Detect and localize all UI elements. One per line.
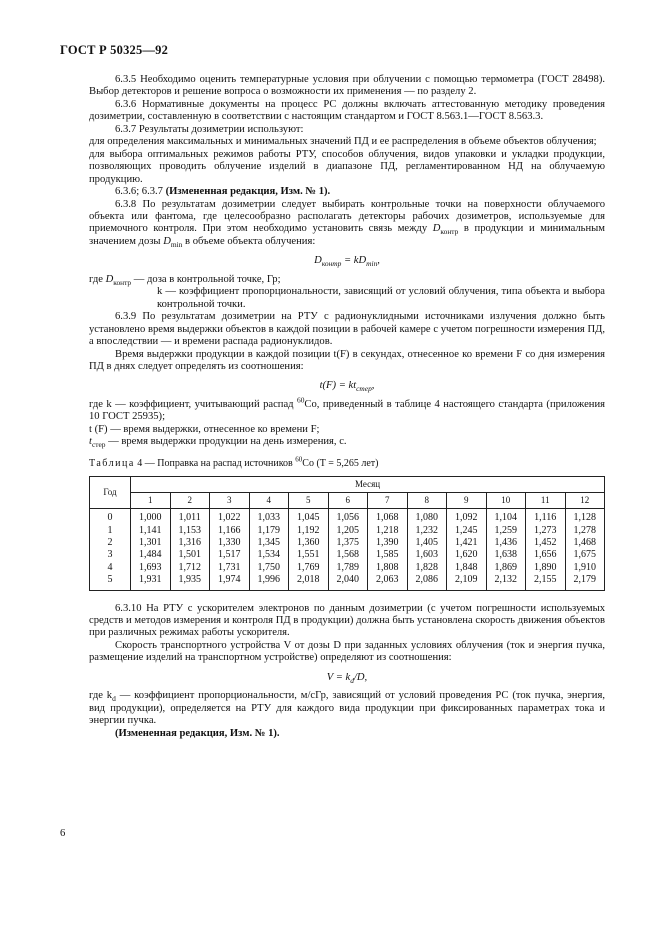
table-month-1: 1 (131, 493, 171, 509)
table-cell: 2,109 (455, 574, 478, 586)
formula-legend-tster: $t_{стер}$ — время выдержки продукции на день измерения, с. (89, 436, 347, 450)
table-cell: 1,218 (376, 524, 399, 536)
table-cell: 2,086 (415, 574, 438, 586)
table-cell: 1,551 (297, 549, 320, 561)
table-cell: 1,585 (376, 549, 399, 561)
table-year-2: 2 (107, 536, 113, 548)
table-year-3: 3 (107, 549, 113, 561)
table-cell: 1,693 (139, 561, 162, 573)
table-cell: 1,769 (297, 561, 320, 573)
table-cell: 1,656 (534, 549, 557, 561)
paragraph-6-3-10: 6.3.10 На РТУ с ускорителем электронов по данным дозиметрии (с учетом погрешности используемых средств и методов измерения и контроля ПД в продукции) должна быть установлена скорость движения объектов при различных режимах работы ускорителя. (89, 602, 605, 639)
table-cell: 1,104 (494, 512, 517, 524)
paragraph-6-3-5: 6.3.5 Необходимо оценить температурные условия при облучении с помощью термометра (ГОСТ 28498). Выбор детекторов и решение вопроса о возможности их применения — по разделу 2. (89, 74, 605, 98)
table-cell: 2,179 (573, 574, 596, 586)
table-year-column (90, 509, 131, 590)
table-cell: 1,620 (455, 549, 478, 561)
table-month-11: 11 (526, 493, 566, 509)
table-cell: 2,155 (534, 574, 557, 586)
table-column-month-3 (210, 509, 250, 590)
table-cell: 1,935 (178, 574, 201, 586)
table-month-8: 8 (407, 493, 447, 509)
table-cell: 1,068 (376, 512, 399, 524)
table-cell: 1,192 (297, 524, 320, 536)
table-month-3: 3 (210, 493, 250, 509)
table-column-month-5 (289, 509, 329, 590)
table-column-month-6 (328, 509, 368, 590)
table-cell: 2,018 (297, 574, 320, 586)
table-cell: 2,040 (336, 574, 359, 586)
table-year-0: 0 (107, 512, 113, 524)
paragraph-6-3-8: 6.3.8 По результатам дозиметрии следует выбирать контрольные точки на поверхности облучаемого объекта или фантома, где целесообразно располагать детекторы рабочих дозиметров, используемые для приемочного контроля. При этом необходимо установить связь между $D_{контр}$ в продукции и минимальным значением дозы $D_{min}$ в объеме объекта облучения: (89, 198, 605, 249)
table-year-1: 1 (107, 524, 113, 536)
amendment-label: (Измененная редакция, Изм. № 1). (165, 186, 331, 198)
table-cell: 1,731 (218, 561, 241, 573)
paragraph-6-3-7-item-b: для выбора оптимальных режимов работы РТУ, способов облучения, видов упаковки и укладки продукции, позволяющих проводить облучение изделий в диапазоне ПД, регламентированном НД на облучаемую продукцию. (89, 148, 605, 185)
table-cell: 1,534 (257, 549, 280, 561)
table-cell: 1,000 (139, 512, 162, 524)
table-column-month-4 (249, 509, 289, 590)
table-cell: 1,033 (257, 512, 280, 524)
table-cell: 1,436 (494, 536, 517, 548)
document-header: ГОСТ Р 50325—92 (60, 43, 169, 57)
table-cell: 1,750 (257, 561, 280, 573)
table-cell: 1,638 (494, 549, 517, 561)
formula-legend-tf: t (F) — время выдержки, отнесенное ко времени F; (89, 423, 320, 435)
table-cell: 1,452 (534, 536, 557, 548)
amendment-note-2: (Измененная редакция, Изм. № 1). (115, 727, 280, 739)
formula-legend-decay: где k — коэффициент, учитывающий распад $^{60}$Co, приведенный в таблице 4 настоящего стандарта (приложения 10 ГОСТ 25935); (89, 395, 605, 423)
table-cell: 1,345 (257, 536, 280, 548)
table-cell: 1,045 (297, 512, 320, 524)
table-cell: 1,390 (376, 536, 399, 548)
table-year-4: 4 (107, 561, 113, 573)
table-cell: 1,232 (415, 524, 438, 536)
table-month-6: 6 (328, 493, 368, 509)
table-cell: 1,153 (178, 524, 201, 536)
table-cell: 1,501 (178, 549, 201, 561)
table-cell: 1,301 (139, 536, 162, 548)
table-month-7: 7 (368, 493, 408, 509)
table-cell: 1,808 (376, 561, 399, 573)
table-cell: 1,931 (139, 574, 162, 586)
table-cell: 1,056 (336, 512, 359, 524)
paragraph-6-3-10-b: Скорость транспортного устройства V от дозы D при заданных условиях облучения (ток и энергия пучка, размещение изделий на транспортном устройстве) определяют из соотношения: (89, 639, 605, 664)
table-cell: 1,848 (455, 561, 478, 573)
table-month-5: 5 (289, 493, 329, 509)
table-cell: 1,205 (336, 524, 359, 536)
formula-speed: $V = k_d/D$, (326, 671, 368, 685)
table-cell: 1,910 (573, 561, 596, 573)
formula-dose: $D_{контр} = kD_{min}$, (314, 255, 380, 269)
paragraph-6-3-6: 6.3.6 Нормативные документы на процесс РС должны включать аттестованную методику проведения дозиметрии, составленную в соответствии с настоящим стандартом и ГОСТ 8.563.1—ГОСТ 8.563.3. (89, 98, 605, 123)
table-cell: 1,974 (218, 574, 241, 586)
table-cell: 1,259 (494, 524, 517, 536)
document-body (89, 74, 605, 740)
table-cell: 1,675 (573, 549, 596, 561)
table-header-year: Год (90, 477, 131, 509)
table-cell: 1,828 (415, 561, 438, 573)
table-column-month-7 (368, 509, 408, 590)
table-cell: 1,468 (573, 536, 596, 548)
decay-correction-table (89, 476, 605, 590)
paragraph-6-3-7-item-a: для определения максимальных и минимальных значений ПД и ее распределения в объеме объектов облучения; (89, 136, 597, 148)
formula-legend-kd: где $k_d$ — коэффициент пропорциональности, м/сГр, зависящий от условий проведения РС (ток пучка, энергия, вид продукции), определяется на РТУ для каждого вида продукции при фиксированных параметрах тока и энергии пучка. (89, 690, 605, 727)
table-column-month-11 (526, 509, 566, 590)
table-cell: 1,278 (573, 524, 596, 536)
table-column-month-2 (170, 509, 210, 590)
table-cell: 2,063 (376, 574, 399, 586)
table-cell: 1,360 (297, 536, 320, 548)
table-cell: 1,421 (455, 536, 478, 548)
table-column-month-8 (407, 509, 447, 590)
table-cell: 1,484 (139, 549, 162, 561)
amendment-note-1: 6.3.6; 6.3.7 (Измененная редакция, Изм. № 1). (115, 186, 331, 198)
table-cell: 1,890 (534, 561, 557, 573)
table-cell: 1,789 (336, 561, 359, 573)
table-cell: 1,179 (257, 524, 280, 536)
paragraph-6-3-7: 6.3.7 Результаты дозиметрии используют: (115, 123, 304, 135)
table-month-2: 2 (170, 493, 210, 509)
table-column-month-9 (447, 509, 487, 590)
table-cell: 1,273 (534, 524, 557, 536)
table-cell: 1,316 (178, 536, 201, 548)
table-cell: 1,712 (178, 561, 201, 573)
table-column-month-10 (486, 509, 526, 590)
table-cell: 1,330 (218, 536, 241, 548)
table-cell: 1,011 (178, 512, 201, 524)
table-cell: 2,132 (494, 574, 517, 586)
table-column-month-1 (131, 509, 171, 590)
table-cell: 1,405 (415, 536, 438, 548)
table-month-12: 12 (565, 493, 605, 509)
table-cell: 1,245 (455, 524, 478, 536)
table-month-9: 9 (447, 493, 487, 509)
table-cell: 1,603 (415, 549, 438, 561)
table-header-month: Месяц (131, 477, 605, 493)
formula-time: $t(F) = kt_{стер}$, (319, 380, 375, 394)
table-cell: 1,116 (534, 512, 557, 524)
table-month-4: 4 (249, 493, 289, 509)
table-cell: 1,080 (415, 512, 438, 524)
page-number: 6 (60, 828, 66, 839)
table-caption: Таблица 4 — Поправка на распад источников $^{60}$Co (T = 5,265 лет) (89, 455, 379, 469)
paragraph-6-3-9-b: Время выдержки продукции в каждой позиции t(F) в секундах, отнесенное ко времени F со дня измерения ПД в днях следует определять из соотношения: (89, 348, 605, 372)
table-cell: 1,166 (218, 524, 241, 536)
table-cell: 1,568 (336, 549, 359, 561)
formula-legend-k: k — коэффициент пропорциональности, зависящий от условий облучения, типа объекта и выбора контрольной точки. (157, 286, 605, 310)
paragraph-6-3-9: 6.3.9 По результатам дозиметрии на РТУ с радионуклидными источниками излучения должно быть установлено время выдержки объектов в каждой позиции в рабочей камере с учетом погрешности измерения ПД, а впоследствии — и времени распада радионуклидов. (89, 311, 605, 348)
table-cell: 1,141 (139, 524, 162, 536)
table-month-10: 10 (486, 493, 526, 509)
table-cell: 1,375 (336, 536, 359, 548)
formula-legend-dose: где $D_{контр}$ — доза в контрольной точке, Гр; (89, 273, 281, 287)
table-cell: 1,092 (455, 512, 478, 524)
table-cell: 1,869 (494, 561, 517, 573)
table-cell: 1,128 (573, 512, 596, 524)
table-cell: 1,996 (257, 574, 280, 586)
table-cell: 1,517 (218, 549, 241, 561)
table-column-month-12 (565, 509, 605, 590)
table-year-5: 5 (107, 574, 113, 586)
table-cell: 1,022 (218, 512, 241, 524)
